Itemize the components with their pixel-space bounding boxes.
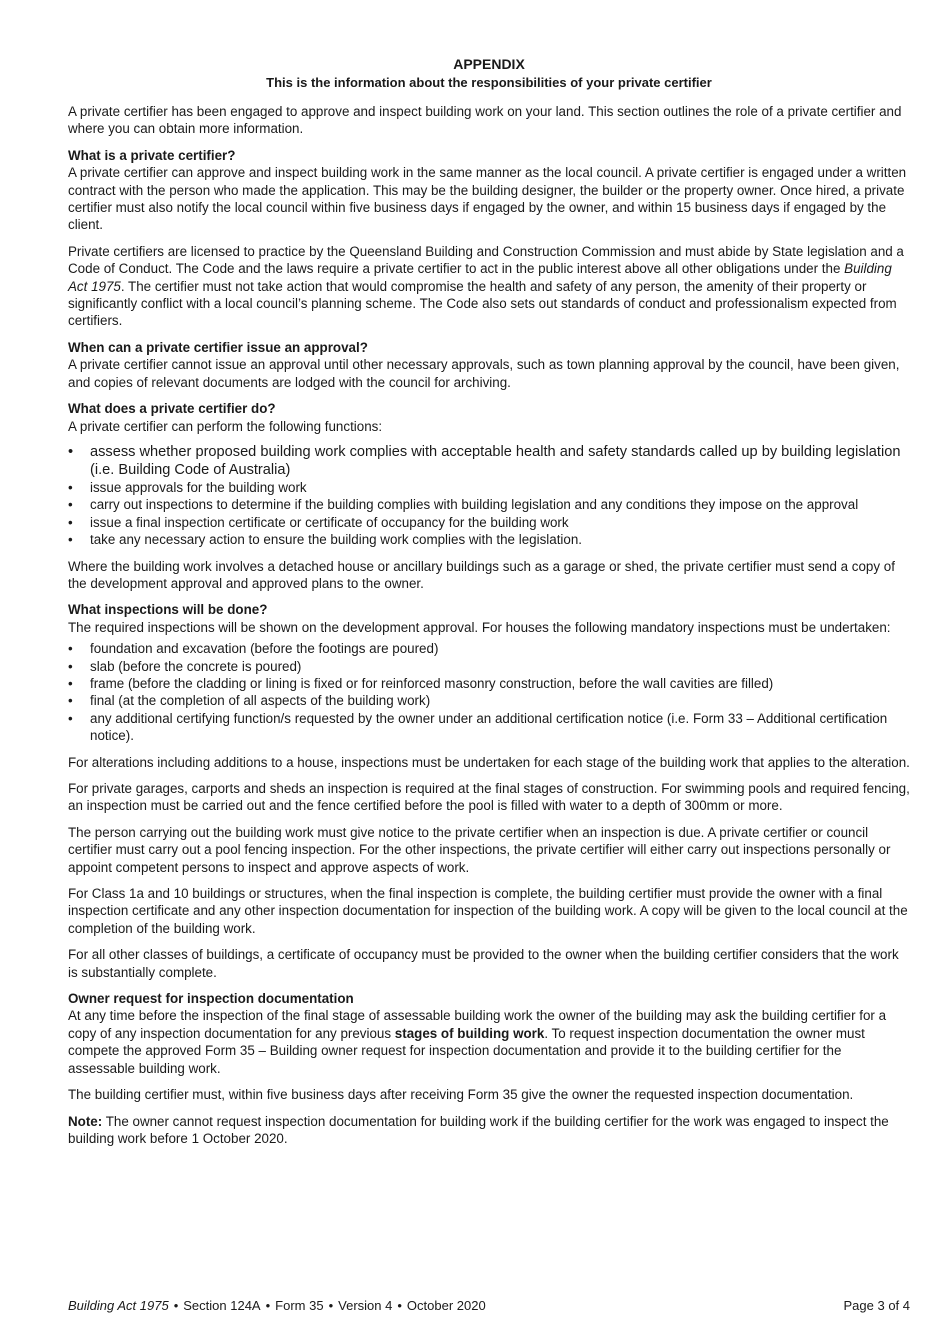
list-item-text: slab (before the concrete is poured) (90, 658, 302, 674)
bullet: • (68, 693, 73, 709)
bullet: • (68, 658, 73, 674)
inspections-paragraph-1: The required inspections will be shown on the development approval. For houses the following mandatory inspections must be undertaken: (68, 619, 891, 635)
what-is-paragraph-2 (68, 243, 910, 330)
footer-separator: • (173, 1298, 179, 1313)
list-item-text: foundation and excavation (before the footings are poured) (90, 641, 439, 657)
list-item-text: carry out inspections to determine if the building complies with building legislation and any conditions they impose on the approval (90, 497, 859, 513)
list-item (68, 710, 910, 745)
inspections-paragraph-2: For alterations including additions to a house, inspections must be undertaken for each stage of the building work that applies to the alteration. (68, 754, 910, 770)
list-item (68, 658, 910, 675)
text-run: Private certifiers are licensed to practice by the Queensland Building and Construction Commission and must abide by State legislation and a Code of Conduct. The Code and the laws require a private certifier to act in the public interest above all other obligations under the (68, 243, 904, 277)
functions-list (68, 443, 910, 549)
list-item-text: take any necessary action to ensure the building work complies with the legislation. (90, 532, 583, 548)
list-item (68, 692, 910, 709)
list-item (68, 496, 910, 513)
list-item-text: frame (before the cladding or lining is fixed or for reinforced masonry construction, before the wall cavities are filled) (90, 675, 774, 691)
text-run: At any time before the inspection of the final stage of assessable building work the owner of the building may ask the building certifier for a copy of any inspection documentation for any previous (68, 1008, 887, 1041)
list-item (68, 675, 910, 692)
page-number: Page 3 of 4 (843, 1298, 910, 1313)
footer-separator: • (397, 1298, 402, 1313)
bullet: • (68, 675, 73, 691)
list-item-text: any additional certifying function/s requested by the owner under an additional certification notice (i.e. Form 33 – Additional certification notice). (90, 710, 888, 744)
list-item-text: issue approvals for the building work (90, 479, 307, 495)
list-item-text: final (at the completion of all aspects of the building work) (90, 693, 431, 709)
bullet: • (68, 479, 73, 495)
heading-what-does: What does a private certifier do? (68, 401, 276, 417)
bullet: • (68, 514, 73, 530)
list-item (68, 443, 910, 479)
inspections-paragraph-3: For private garages, carports and sheds an inspection is required at the final stages of construction. For swimming pools and required fencing, an inspection must be carried out and the fence certified before the pool is filled with water to a depth of 300mm or more. (68, 781, 910, 814)
heading-what-is: What is a private certifier? (68, 147, 236, 163)
list-item-text: assess whether proposed building work complies with acceptable health and safety standards called up by building legislation (i.e. Building Code of Australia) (90, 443, 901, 478)
act-name: Building Act 1975 (68, 261, 892, 294)
heading-owner-request: Owner request for inspection documentation (68, 991, 354, 1007)
intro-paragraph: A private certifier has been engaged to approve and inspect building work on your land. This section outlines the role of a private certifier and where you can obtain more information. (68, 104, 902, 137)
list-item-text: issue a final inspection certificate or certificate of occupancy for the building work (90, 514, 569, 530)
note-label: Note: (68, 1113, 103, 1129)
owner-request-paragraph-1 (68, 1007, 910, 1077)
footer-version: Version 4 (338, 1298, 393, 1313)
inspections-list (68, 640, 910, 744)
footer-act: Building Act 1975 (68, 1298, 169, 1313)
note-text: The owner cannot request inspection documentation for building work if the building certifier for the work was engaged to inspect the building work before 1 October 2020. (68, 1113, 889, 1146)
footer-separator: • (265, 1298, 271, 1313)
bullet: • (68, 497, 73, 513)
page-subtitle: This is the information about the responsibilities of your private certifier (266, 75, 712, 90)
document-page (68, 56, 910, 1156)
bullet: • (68, 641, 73, 657)
list-item (68, 531, 910, 548)
text-run: . The certifier must not take action that would compromise the health and safety of any person, the amenity of their property or significantly conflict with a local council’s planning scheme. The Code also sets out standards of conduct and professionalism expected from certifiers. (68, 278, 897, 329)
footer-section: Section 124A (183, 1298, 261, 1313)
footer-separator: • (328, 1298, 334, 1313)
what-does-paragraph-2: Where the building work involves a detached house or ancillary buildings such as a garage or shed, the private certifier must send a copy of the development approval and approved plans to the owner. (68, 558, 895, 591)
text-run: . To request inspection documentation the owner must compete the approved Form 35 – Building owner request for inspection documentation and provide it to the building certifier for the assessable building work. (68, 1025, 865, 1076)
footer-form: Form 35 (275, 1298, 324, 1313)
bold-term: stages of building work (394, 1025, 545, 1041)
heading-when-issue: When can a private certifier issue an approval? (68, 339, 368, 355)
footer-reference (68, 1298, 486, 1314)
list-item (68, 640, 910, 657)
page-title: APPENDIX (453, 56, 525, 72)
heading-inspections: What inspections will be done? (68, 602, 268, 618)
bullet: • (68, 710, 73, 726)
bullet: • (68, 532, 73, 548)
bullet: • (68, 443, 74, 460)
what-does-paragraph-1: A private certifier can perform the following functions: (68, 418, 383, 434)
note-paragraph (68, 1113, 910, 1148)
inspections-paragraph-5: For Class 1a and 10 buildings or structures, when the final inspection is complete, the building certifier must provide the owner with a final inspection certificate and any other inspection documentation for inspection of the building work. A copy will be given to the local council at the completion of the building work. (68, 886, 908, 936)
what-is-paragraph-1: A private certifier can approve and inspect building work in the same manner as the local council. A private certifier is engaged under a written contract with the person who made the application. This may be the building designer, the builder or the property owner. Once hired, a private certifier must also notify the local council within five business days if engaged by the owner, and within 15 business days if engaged by the client. (68, 165, 907, 233)
owner-request-paragraph-2: The building certifier must, within five business days after receiving Form 35 give the owner the requested inspection documentation. (68, 1087, 854, 1103)
list-item (68, 514, 910, 531)
inspections-paragraph-4: The person carrying out the building work must give notice to the private certifier when an inspection is due. A private certifier or council certifier must carry out a pool fencing inspection. For the other inspections, the private certifier will either carry out inspections personally or appoint competent persons to inspect and approve aspects of work. (68, 824, 891, 875)
footer-date: October 2020 (406, 1298, 486, 1313)
inspections-paragraph-6: For all other classes of buildings, a certificate of occupancy must be provided to the owner when the building certifier considers that the work is substantially complete. (68, 947, 899, 980)
when-issue-paragraph: A private certifier cannot issue an approval until other necessary approvals, such as town planning approval by the council, have been given, and copies of relevant documents are lodged with the council for archiving. (68, 357, 900, 390)
list-item (68, 479, 910, 496)
